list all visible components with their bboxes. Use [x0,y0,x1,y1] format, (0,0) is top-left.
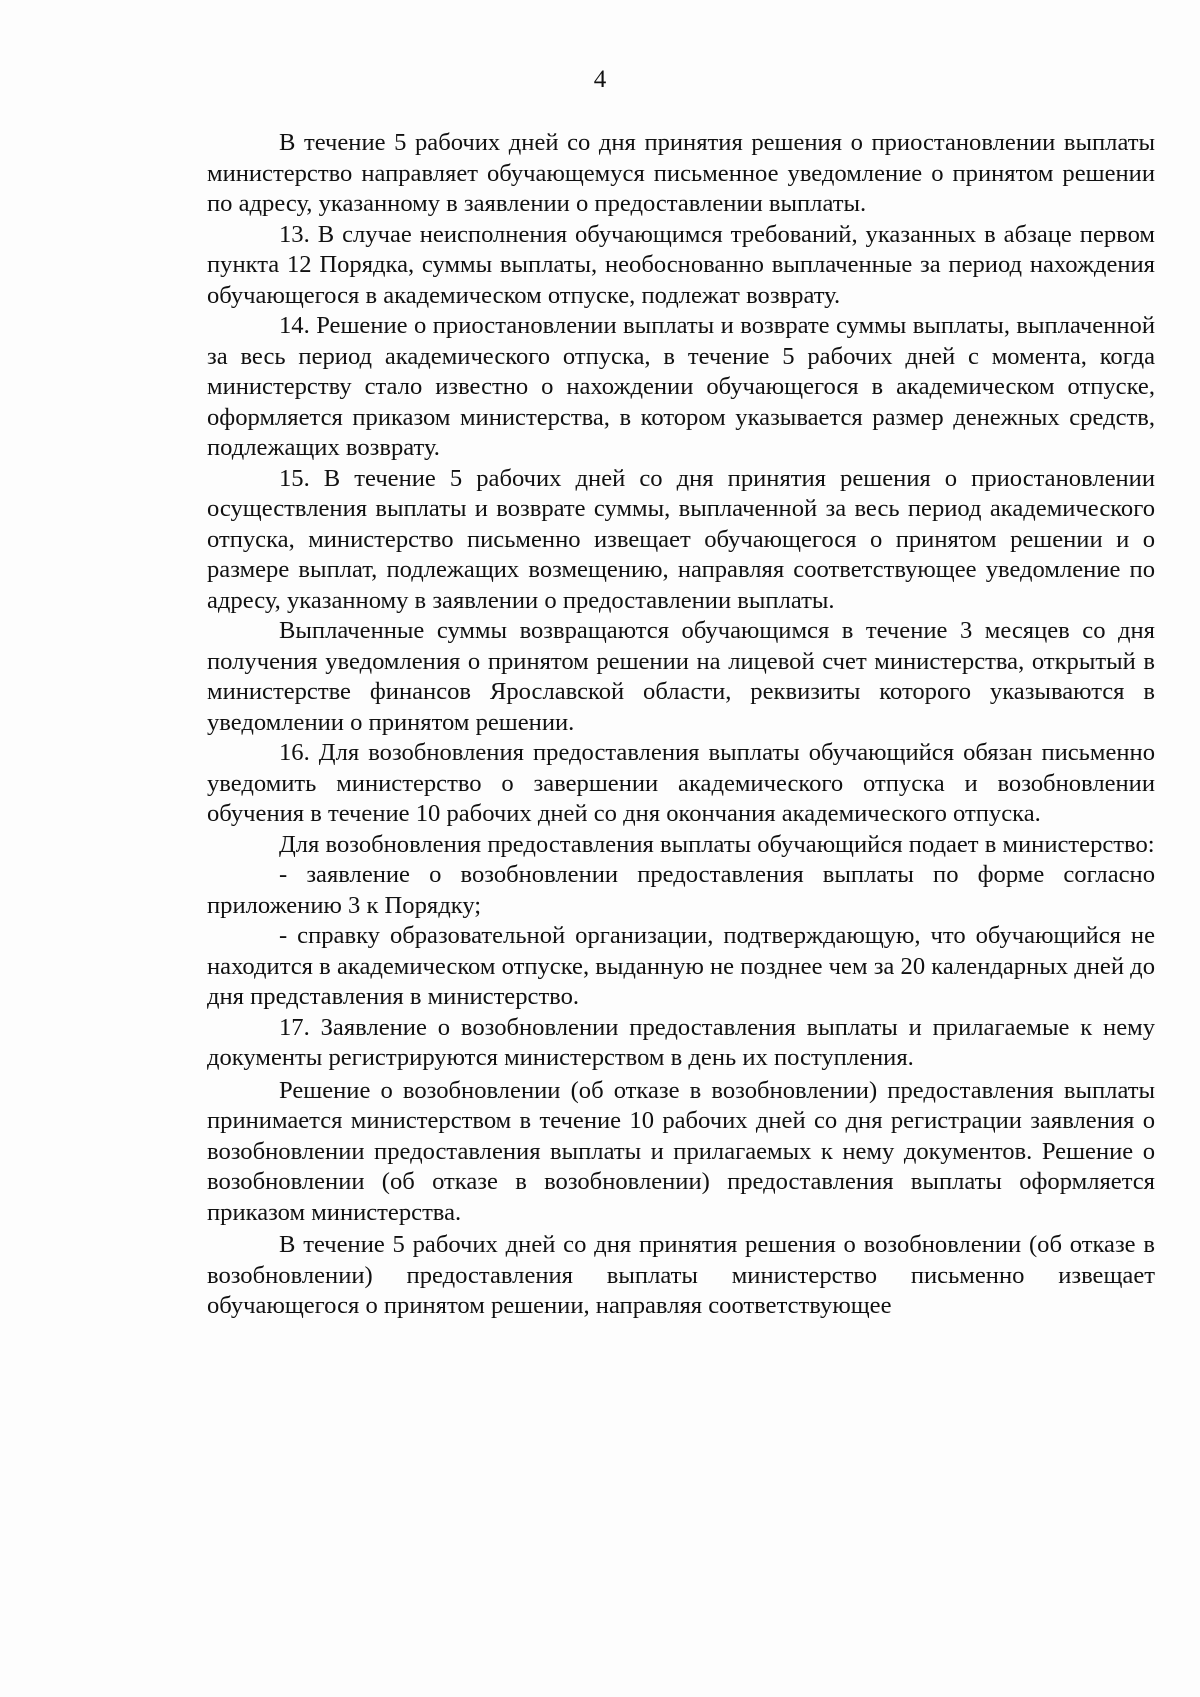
paragraph: Для возобновления предоставления выплаты обучающийся подает в министерство: [279,830,1155,858]
paragraph: Выплаченные суммы возвращаются обучающимся в течение 3 месяцев со дня получения уведомления о принятом решении на лицевой счет министерства, открытый в министерстве финансов Ярославской области, реквизиты которого указываются в уведомлении о принятом решении. [207,617,1155,736]
document-body [207,128,1155,1322]
paragraph: Решение о возобновлении (об отказе в возобновлении) предоставления выплаты принимается министерством в течение 10 рабочих дней со дня регистрации заявления о возобновлении предоставления выплаты и прилагаемых к нему документов. Решение о возобновлении (об отказе в возобновлении) предоставления выплаты оформляется приказом министерства. [207,1076,1155,1226]
paragraph: В течение 5 рабочих дней со дня принятия решения о возобновлении (об отказе в возобновлении) предоставления выплаты министерство письменно извещает обучающегося о принятом решении, направляя соответствующее [207,1231,1155,1319]
paragraph-section-16: 16. Для возобновления предоставления выплаты обучающийся обязан письменно уведомить министерство о завершении академического отпуска и возобновлении обучения в течение 10 рабочих дней со дня окончания академического отпуска. [207,739,1155,827]
list-item: - справку образовательной организации, подтверждающую, что обучающийся не находится в академическом отпуске, выданную не позднее чем за 20 календарных дней до дня представления в министерство. [207,922,1155,1010]
list-item: - заявление о возобновлении предоставления выплаты по форме согласно приложению 3 к Порядку; [207,861,1155,919]
paragraph-section-15: 15. В течение 5 рабочих дней со дня принятия решения о приостановлении осуществления выплаты и возврате суммы, выплаченной за весь период академического отпуска, министерство письменно извещает обучающегося о принятом решении и о размере выплат, подлежащих возмещению, направляя соответствующее уведомление по адресу, указанному в заявлении о предоставлении выплаты. [207,464,1155,614]
paragraph-section-14: 14. Решение о приостановлении выплаты и возврате суммы выплаты, выплаченной за весь период академического отпуска, в течение 5 рабочих дней с момента, когда министерству стало известно о нахождении обучающегося в академическом отпуске, оформляется приказом министерства, в котором указывается размер денежных средств, подлежащих возврату. [207,312,1155,461]
page-number: 4 [593,66,607,93]
paragraph-section-13: 13. В случае неисполнения обучающимся требований, указанных в абзаце первом пункта 12 Порядка, суммы выплаты, необоснованно выплаченные за период нахождения обучающегося в академическом отпуске, подлежат возврату. [207,220,1155,309]
paragraph: В течение 5 рабочих дней со дня принятия решения о приостановлении выплаты министерство направляет обучающемуся письменное уведомление о принятом решении по адресу, указанному в заявлении о предоставлении выплаты. [207,129,1155,217]
paragraph-section-17: 17. Заявление о возобновлении предоставления выплаты и прилагаемые к нему документы регистрируются министерством в день их поступления. [207,1013,1155,1071]
